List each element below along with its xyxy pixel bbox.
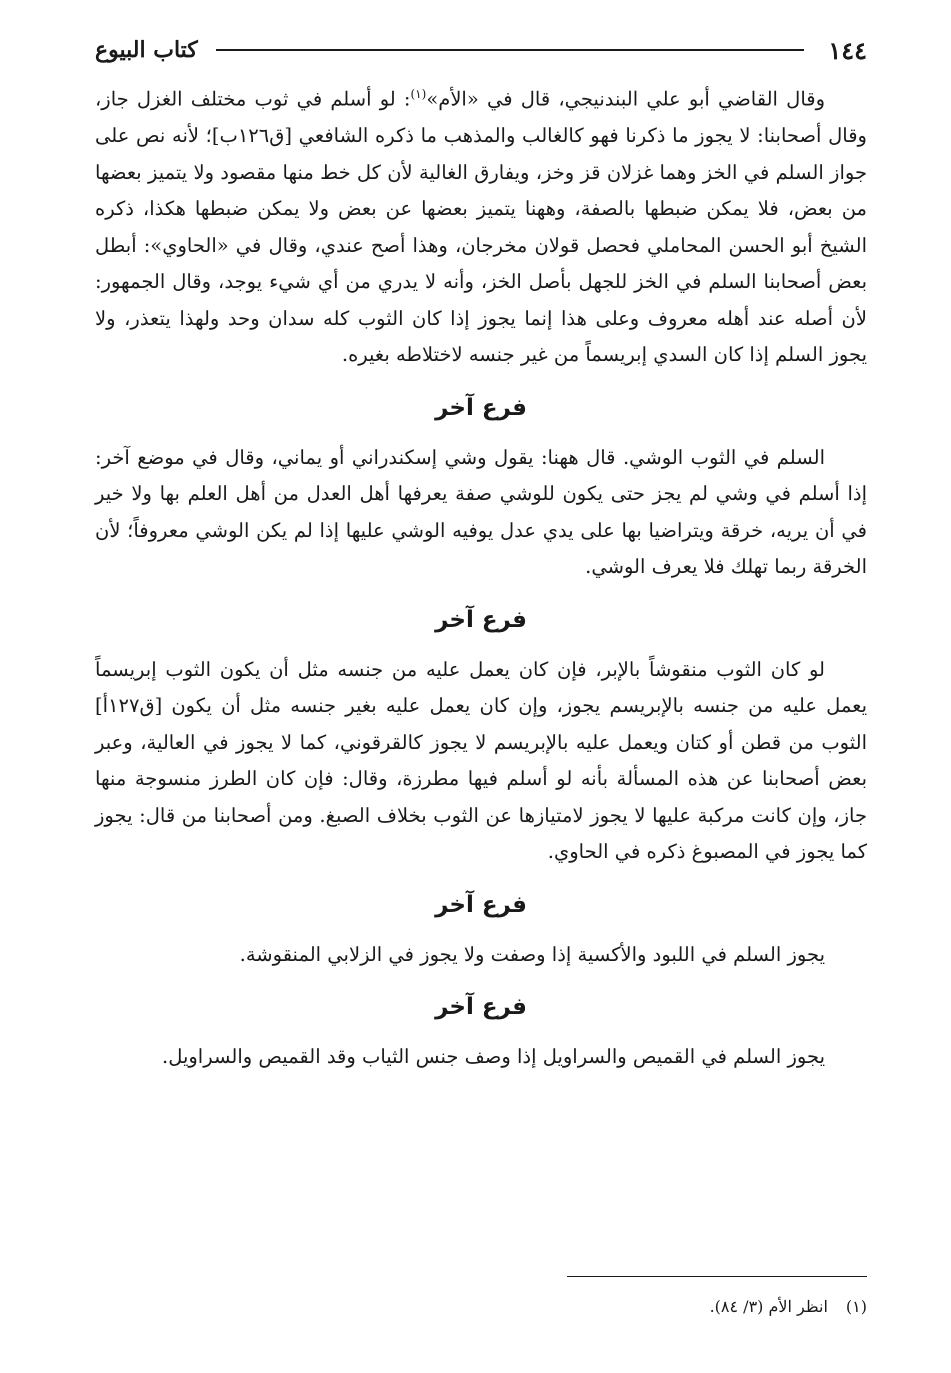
paragraph-3: لو كان الثوب منقوشاً بالإبر، فإن كان يعمل عليه من جنسه مثل أن يكون الثوب إبريسماً يعمل عليه من جنسه بالإبريسم يجوز، وإن كان يعمل عليه بغير جنسه مثل أن يكون [ق١٢٧أ] الثوب من قطن أو كتان ويعمل عليه بالإبريسم لا يجوز كالقرقوني، كما لا يجوز في العالية، وعبر بعض أصحابنا عن هذه المسألة بأنه لو أسلم فيها مطرزة، وقال: فإن كان الطرز منسوجة منها جاز، وإن كانت مركبة عليها لا يجوز لامتيازها عن الثوب بخلاف الصبغ. ومن أصحابنا من قال: يجوز كما يجوز في المصبوغ ذكره في الحاوي.	[95, 657, 867, 863]
footnote-rule	[567, 1276, 867, 1277]
paragraph-1-start: وقال القاضي أبو علي البندنيجي، قال في «الأم»	[426, 87, 825, 111]
paragraph-4: يجوز السلم في اللبود والأكسية إذا وصفت ولا يجوز في الزلابي المنقوشة.	[239, 942, 825, 966]
paragraph-2: السلم في الثوب الوشي. قال ههنا: يقول وشي إسكندراني أو يماني، وقال في موضع آخر: إذا أسلم في وشي لم يجز حتى يكون للوشي صفة يعرفها أهل العدل من أهل العلم بها ولا خير في أن يريه، خرقة ويتراضيا بها على يدي عدل يوفيه الوشي عليها إذا لم يكن الوشي معروفاً؛ لأن الخرقة ربما تهلك فلا يعرف الوشي.	[95, 445, 867, 578]
header-rule	[216, 49, 805, 51]
footnote-text: انظر الأم (٣/ ٨٤).	[709, 1297, 828, 1316]
paragraph-5: يجوز السلم في القميص والسراويل إذا وصف جنس الثياب وقد القميص والسراويل.	[162, 1045, 825, 1068]
book-title: كتاب البيوع	[95, 37, 198, 63]
section-heading-2: فرع آخر	[435, 606, 527, 633]
section-heading-4: فرع آخر	[435, 994, 527, 1020]
footnote-1	[567, 1295, 867, 1319]
paragraph-1-rest: : لو أسلم في ثوب مختلف الغزل جاز، وقال أصحابنا: لا يجوز ما ذكرنا فهو كالغالب والمذهب ما ذكره الشافعي [ق١٢٦ب]؛ لأنه نص على جواز السلم في الخز وهما غزلان قز وخز، ويفارق الغالية لأن كل خط منها مقصود ولا يتميز بعضها من بعض، فلا يمكن ضبطها بالصفة، وههنا يتميز بعضها عن بعض ولا يمكن ضبطها هكذا، ذكره الشيخ أبو الحسن المحاملي فحصل قولان مخرجان، وهذا أصح عندي، وقال في «الحاوي»: أبطل بعض أصحابنا السلم في الخز للجهل بأصل الخز، وأنه لا يدري من أي شيء يوجد، وقال الجمهور: لأن أصله عند أهله معروف وعلى هذا إنما يجوز إذا كان الثوب كله سدان وحد ولهذا يتعذر، ولا يجوز السلم إذا كان السدي إبريسماً من غير جنسه لاختلاطه بغيره.	[95, 87, 867, 366]
section-heading-1: فرع آخر	[435, 394, 527, 421]
document-page	[95, 30, 867, 1350]
footnote-reference: (١)	[410, 87, 427, 101]
page-number: ١٤٤	[828, 35, 867, 65]
footnotes	[567, 1276, 867, 1319]
footnote-number: (١)	[845, 1297, 867, 1316]
paragraph-1	[95, 76, 867, 374]
page-header	[95, 30, 867, 70]
section-heading-3: فرع آخر	[435, 891, 527, 918]
